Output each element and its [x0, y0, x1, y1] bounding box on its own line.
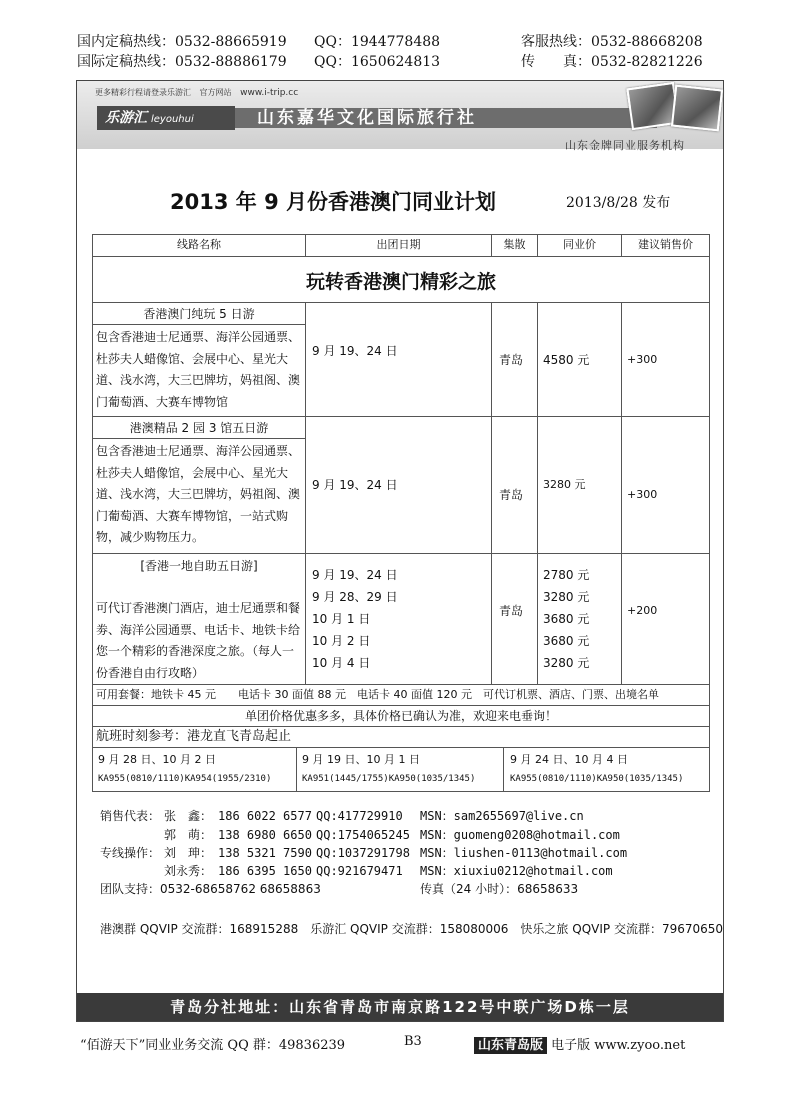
header-route: 线路名称: [177, 238, 221, 251]
contact-msn[interactable]: MSN：sam2655697@live.cn: [420, 809, 584, 823]
company-subtitle: 山东金牌同业服务机构: [565, 139, 685, 152]
qq-group-note: “佰游天下”同业业务交流 QQ 群：49836239: [80, 1038, 346, 1053]
route-name: 香港澳门纯玩 5 日游: [143, 307, 255, 321]
hotline-label: 国际定稿热线：: [77, 54, 175, 70]
official-label: 官方网站: [199, 88, 232, 97]
contact-name: 刘永秀：: [164, 864, 213, 878]
fax-line: [521, 53, 703, 72]
route-description: 包含香港迪士尼通票、海洋公园通票、杜莎夫人蜡像馆、会展中心、星光大道、浅水湾，大三巴牌坊，妈祖阁、澳门葡萄酒、大赛车博物馆: [96, 330, 301, 409]
hotline-number: 0532-88886179: [175, 54, 287, 70]
contact-msn[interactable]: MSN：xiuxiu0212@hotmail.com: [420, 864, 613, 878]
contact-qq: QQ:1037291798: [316, 846, 410, 860]
page-number: B3: [404, 1034, 422, 1049]
table-border-top: [92, 234, 710, 235]
col-line: [503, 747, 504, 791]
trade-price: 2780 元: [543, 568, 590, 582]
qq-label: QQ：: [314, 54, 351, 70]
departure-city: 青岛: [499, 488, 524, 502]
qq-groups: 港澳群 QQVIP 交流群：168915288 乐游汇 QQVIP 交流群：158080006 快乐之旅 QQVIP 交流群：79670650: [100, 922, 724, 936]
col-line: [296, 747, 297, 791]
edition-badge: 山东青岛版: [474, 1037, 547, 1054]
trade-price: 3280 元: [543, 590, 590, 604]
contact-name: 张 鑫：: [164, 809, 213, 823]
contact-name: 刘 珅：: [164, 846, 213, 860]
edition-label: [474, 1034, 685, 1053]
col-line: [305, 302, 306, 684]
departure-date: 9 月 28、29 日: [312, 590, 398, 604]
leyouhui-logo: [97, 106, 235, 130]
trade-price: 3680 元: [543, 612, 590, 626]
route-name-divider: [92, 438, 305, 439]
contact-msn[interactable]: MSN：liushen-0113@hotmail.com: [420, 846, 628, 860]
contact-qq: QQ:921679471: [316, 864, 403, 878]
team-support: 团队支持：0532-68658762 68658863: [100, 882, 321, 896]
company-name: 山东嘉华文化国际旅行社: [257, 108, 477, 128]
flight-dates: 9 月 24 日、10 月 4 日: [510, 753, 628, 766]
contact-qq: QQ:417729910: [316, 809, 403, 823]
col-line: [537, 302, 538, 684]
trade-price: 4580 元: [543, 353, 590, 367]
package-options: 可用套餐：地铁卡 45 元 电话卡 30 面值 88 元 电话卡 40 面值 120 元 可代订机票、酒店、门票、出境名单: [96, 688, 659, 701]
header-price: 同业价: [563, 238, 596, 251]
ops-label: 专线操作：: [100, 846, 161, 860]
departure-date: 9 月 19、24 日: [312, 568, 398, 582]
fax-number: 0532-82821226: [591, 54, 703, 70]
departure-city: 青岛: [499, 353, 524, 367]
publish-date: 2013/8/28 发布: [566, 195, 671, 211]
flight-dates: 9 月 19 日、10 月 1 日: [302, 753, 420, 766]
banner-tagline: [95, 87, 298, 98]
departure-date: 10 月 2 日: [312, 634, 371, 648]
header-suggest: 建议销售价: [638, 238, 693, 251]
route-name: [香港一地自助五日游]: [140, 559, 258, 573]
tagline-text: 更多精彩行程请登录乐游汇: [95, 88, 191, 97]
flight-title: 航班时刻参考：港龙直飞青岛起止: [96, 729, 292, 744]
discount-note: 单团价格优惠多多，具体价格已确认为准，欢迎来电垂询！: [244, 709, 557, 723]
website-link[interactable]: www.i-trip.cc: [240, 88, 299, 98]
branch-address: 青岛分社地址：山东省青岛市南京路122号中联广场D栋一层: [77, 993, 723, 1021]
trade-price: 3680 元: [543, 634, 590, 648]
flight-dates: 9 月 28 日、10 月 2 日: [98, 753, 216, 766]
hotline-label: 客服热线：: [521, 34, 591, 50]
section-title: 玩转香港澳门精彩之旅: [305, 271, 496, 293]
hotline-number: 0532-88665919: [175, 34, 287, 50]
domestic-qq: [314, 33, 440, 52]
header-banner: [77, 81, 723, 152]
section-divider: [92, 302, 710, 303]
fax-label: 传 真：: [521, 54, 591, 70]
departure-date: 9 月 19、24 日: [312, 478, 398, 492]
suggested-markup: +200: [627, 604, 658, 617]
suggested-markup: +300: [627, 353, 658, 366]
fax-24h: 传真（24 小时）：68658633: [420, 882, 579, 896]
qq-label: QQ：: [314, 34, 351, 50]
service-hotline: [521, 33, 703, 52]
edition-website[interactable]: 电子版 www.zyoo.net: [551, 1038, 686, 1053]
col-line: [491, 302, 492, 684]
header-city: 集散: [503, 238, 526, 251]
qq-number: 1944778488: [350, 34, 441, 50]
contact-phone: 186 6022 6577: [218, 809, 312, 823]
route-description: 可代订香港澳门酒店，迪士尼通票和餐劵、海洋公园通票、电话卡、地铁卡给您一个精彩的香港深度之旅。（每人一份香港自由行攻略）: [96, 601, 301, 680]
row-divider-6: [92, 747, 710, 748]
qq-number: 1650624813: [350, 54, 441, 70]
domestic-hotline: [77, 33, 287, 52]
suggested-markup: +300: [627, 488, 658, 501]
flight-info: KA955(0810/1110)KA954(1955/2310): [98, 774, 272, 784]
flight-info: KA955(0810/1110)KA950(1035/1345): [510, 774, 684, 784]
row-divider-2: [92, 553, 710, 554]
departure-city: 青岛: [499, 604, 524, 618]
col-line: [621, 302, 622, 684]
route-name: 港澳精品 2 园 3 馆五日游: [129, 421, 269, 435]
contact-phone: 138 5321 7590: [218, 846, 312, 860]
departure-date: 10 月 4 日: [312, 656, 371, 670]
hotline-number: 0532-88668208: [591, 34, 703, 50]
header-divider: [92, 256, 710, 257]
intl-hotline: [77, 53, 287, 72]
route-name-divider: [92, 324, 305, 325]
table-border-right: [709, 234, 710, 792]
row-divider-3: [92, 684, 710, 685]
table-border-bottom: [92, 791, 710, 792]
route-description: 包含香港迪士尼通票、海洋公园通票、杜莎夫人蜡像馆，会展中心、星光大道、浅水湾，大三巴牌坊，妈祖阁、澳门葡萄酒、大赛车博物馆，一站式购物，减少购物压力。: [96, 444, 301, 544]
contact-name: 郭 萌：: [164, 828, 213, 842]
scenery-photo-2: [671, 85, 723, 132]
trade-price: 3280 元: [543, 478, 586, 491]
contact-phone: 186 6395 1650: [218, 864, 312, 878]
flight-info: KA951(1445/1755)KA950(1035/1345): [302, 774, 476, 784]
trade-price: 3280 元: [543, 656, 590, 670]
logo-text: 乐游汇: [105, 110, 147, 126]
sales-label: 销售代表：: [100, 809, 161, 823]
row-divider-4: [92, 705, 710, 706]
header-date: 出团日期: [376, 238, 421, 251]
row-divider-5: [92, 726, 710, 727]
logo-pinyin: leyouhui: [151, 114, 194, 125]
departure-date: 9 月 19、24 日: [312, 344, 398, 358]
departure-date: 10 月 1 日: [312, 612, 371, 626]
page-title: 2013 年 9 月份香港澳门同业计划: [170, 190, 496, 214]
contact-phone: 138 6980 6650: [218, 828, 312, 842]
contact-msn[interactable]: MSN：guomeng0208@hotmail.com: [420, 828, 620, 842]
intl-qq: [314, 53, 440, 72]
contact-qq: QQ:1754065245: [316, 828, 410, 842]
hotline-label: 国内定稿热线：: [77, 34, 175, 50]
row-divider-1: [92, 416, 710, 417]
